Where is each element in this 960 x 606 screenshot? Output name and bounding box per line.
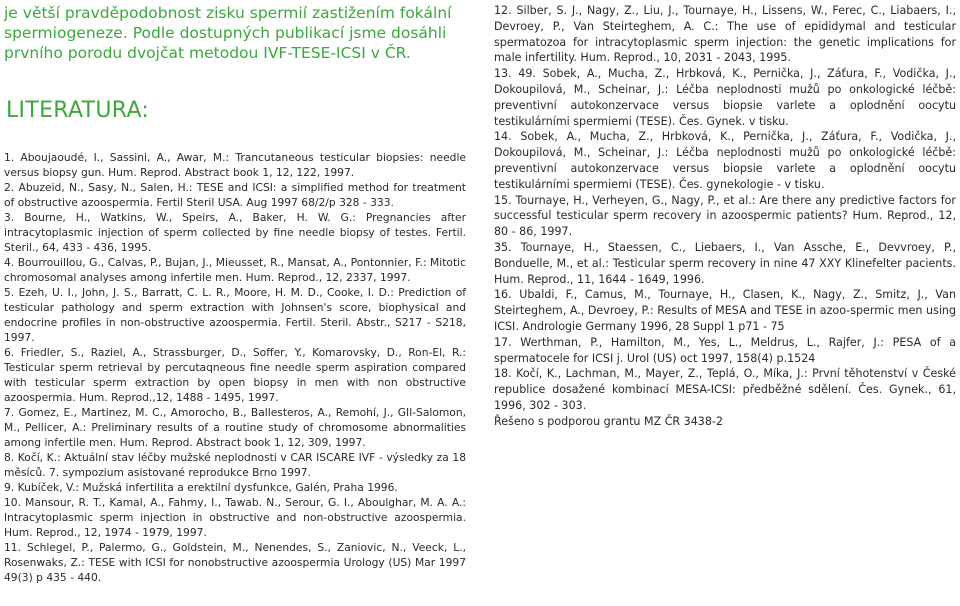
reference-item: 35. Tournaye, H., Staessen, C., Liebaers, I., Van Assche, E., Devvroey, P., Bonduelle, M., et al.: Testicular sperm recovery in nine 47 XXY Klinefelter pacients. Hum. Reprod., 11, 1644 - 1649, 1996. (494, 240, 956, 286)
reference-list-right (494, 3, 956, 430)
reference-item: 4. Bourrouillou, G., Calvas, P., Bujan, J., Mieusset, R., Mansat, A., Pontonnier, F.: Mitotic chromosomal analyses among infertile men. Hum. Reprod., 12, 2337, 1997. (4, 256, 466, 284)
reference-item: 1. Aboujaoudé, I., Sassini, A., Awar, M.: Trancutaneous testicular biopsies: needle versus biopsy gun. Hum. Reprod. Abstract book 1, 12, 122, 1997. (4, 151, 466, 179)
reference-item: 2. Abuzeid, N., Sasy, N., Salen, H.: TESE and ICSI: a simplified method for treatment of obstructive azoospermia. Fertil Steril USA. Aug 1997 68/2/p 328 - 333. (4, 181, 466, 209)
reference-item: 11. Schlegel, P., Palermo, G., Goldstein, M., Nenendes, S., Zaniovic, N., Veeck, L., Rosenwaks, Z.: TESE with ICSI for nonobstructive azoospermia Urology (US) Mar 1997 49(3) p 435 - 440. (4, 541, 466, 584)
reference-item: 8. Kočí, K.: Aktuální stav léčby mužské neplodnosti v CAR ISCARE IVF - výsledky za 18 měsíců. 7. sympozium asistované reprodukce Brno 1997. (4, 451, 466, 479)
reference-item: 17. Werthman, P., Hamilton, M., Yes, L., Meldrus, L., Rajfer, J.: PESA of a spermatocele for ICSI j. Urol (US) oct 1997, 158(4) p.1524 (494, 335, 956, 365)
left-column (4, 3, 466, 585)
reference-item: 10. Mansour, R. T., Kamal, A., Fahmy, I., Tawab. N., Serour, G. I., Aboulghar, M. A. A.: Intracytoplasmic sperm injection in obstructive and non-obstructive azoospermia. Hum. Reprod., 12, 1974 - 1979, 1997. (4, 496, 466, 539)
grant-acknowledgement: Řešeno s podporou grantu MZ ČR 3438-2 (494, 414, 723, 428)
reference-item: 12. Silber, S. J., Nagy, Z., Liu, J., Tournaye, H., Lissens, W., Ferec, C., Liabaers, I., Devroey, P., Van Steirteghem, A. C.: The use of epididymal and testicular spermatozoa for intracytoplasmic sperm injection: the genetic implications for male infertility. Hum. Reprod., 10, 2031 - 2043, 1995. (494, 4, 956, 65)
reference-item: 15. Tournaye, H., Verheyen, G., Nagy, P., et al.: Are there any predictive factors for successful testicular sperm recovery in azoospermic patients? Hum. Reprod., 12, 80 - 86, 1997. (494, 193, 956, 239)
intro-paragraph: je větší pravděpodobnost zisku spermií zastižením fokální spermiogeneze. Podle dostupných publikací jsme dosáhli prvního porodu dvojčat metodou IVF-TESE-ICSI v ČR. (4, 4, 452, 62)
right-column (494, 3, 956, 430)
reference-item: 5. Ezeh, U. I., John, J. S., Barratt, C. L. R., Moore, H. M. D., Cooke, I. D.: Prediction of testicular pathology and sperm extraction with Johnsen's score, biophysical and endocrine profiles in non-obstructive azoospermia. Fertil. Steril. Abstr., S217 - S218, 1997. (4, 286, 466, 344)
reference-item: 9. Kubíček, V.: Mužská infertilita a erektilní dysfunkce, Galén, Praha 1996. (4, 481, 398, 494)
reference-item: 3. Bourne, H., Watkins, W., Speirs, A., Baker, H. W. G.: Pregnancies after intracytoplasmic injection of sperm collected by fine needle biopsy of testes. Fertil. Steril., 64, 433 - 436, 1995. (4, 211, 466, 254)
reference-item: 6. Friedler, S., Raziel, A., Strassburger, D., Soffer, Y., Komarovsky, D., Ron-El, R.: Testicular sperm retrieval by percutaqneous fine needle sperm aspiration compared with testicular sperm extraction by open biopsy in men with non obstructive azoospermia. Hum. Reprod.,12, 1488 - 1495, 1997. (4, 346, 466, 404)
references-heading: LITERATURA: (6, 98, 150, 123)
reference-item: 18. Kočí, K., Lachman, M., Mayer, Z., Teplá, O., Míka, J.: První těhotenství v České republice dosažené kombinací MESA-ICSI: předběžné sdělení. Čes. Gynek., 61, 1996, 302 - 303. (494, 367, 956, 412)
reference-item: 7. Gomez, E., Martinez, M. C., Amorocho, B., Ballesteros, A., Remohí, J., GIl-Salomon, M., Pellicer, A.: Preliminary results of a routine study of chromosome abnormalities among infertile men. Hum. Reprod. Abstract book 1, 12, 309, 1997. (4, 406, 466, 449)
reference-item: 13. 49. Sobek, A., Mucha, Z., Hrbková, K., Pernička, J., Záťura, F., Vodička, J., Dokoupilová, M., Scheinar, J.: Léčba neplodnosti mužů po onkologické léčbě: preventivní autokonzervace versus biopsie varlete a oplodnění oocytu testikulárními spermiemi (TESE). Čes. Gynek. v tisku. (494, 67, 956, 128)
reference-list-left (4, 150, 466, 585)
reference-item: 14. Sobek, A., Mucha, Z., Hrbková, K., Pernička, J., Záťura, F., Vodička, J., Dokoupilová, M., Scheinar, J.: Léčba neplodnosti mužů po onkologické léčbě: preventivní autokonzervace versus biopsie varlete a oplodnění oocytu testikulárními spermiemi (TESE). Čes. gynekologie - v tisku. (494, 130, 956, 191)
reference-item: 16. Ubaldi, F., Camus, M., Tournaye, H., Clasen, K., Nagy, Z., Smitz, J., Van Steirteghem, A., Devroey, P.: Results of MESA and TESE in azoo-spermic men using ICSI. Andrologie Germany 1996, 28 Suppl 1 p71 - 75 (494, 288, 956, 333)
